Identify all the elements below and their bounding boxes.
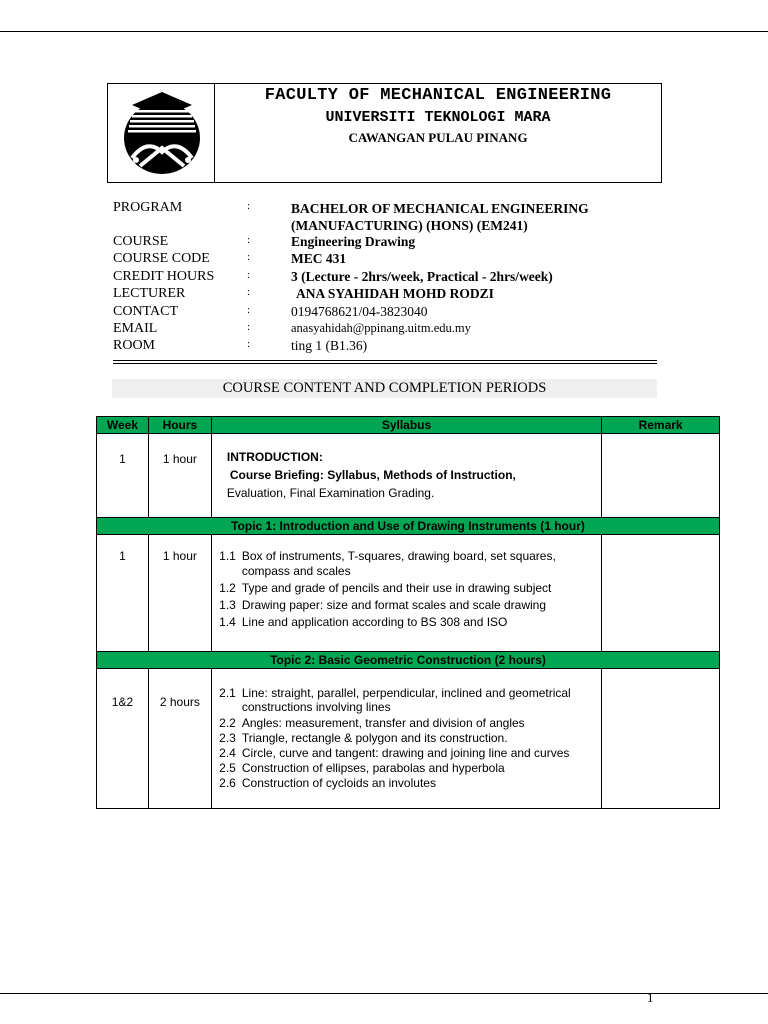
info-label: EMAIL bbox=[113, 320, 158, 336]
info-value: BACHELOR OF MECHANICAL ENGINEERING (MANUFACTURING) (HONS) (EM241) bbox=[291, 201, 589, 233]
column-header: Hours bbox=[148, 417, 211, 434]
intro-text: Evaluation, Final Examination Grading. bbox=[226, 486, 435, 500]
table-header-row bbox=[97, 417, 720, 434]
syllabus-item: 2.5 Construction of ellipses, parabolas and hyperbola bbox=[219, 761, 505, 775]
column-header: Week bbox=[97, 417, 149, 434]
info-colon: : bbox=[247, 234, 251, 246]
info-value: ting 1 (B1.36) bbox=[291, 338, 368, 354]
syllabus-item: 2.4 Circle, curve and tangent: drawing and joining line and curves bbox=[219, 746, 570, 760]
info-value: MEC 431 bbox=[291, 251, 347, 267]
info-row-room bbox=[113, 338, 659, 355]
remark-cell bbox=[602, 434, 720, 518]
topic-row bbox=[97, 652, 720, 669]
syllabus-item: 2.6 Construction of cycloids an involutes bbox=[219, 776, 436, 790]
info-row-course bbox=[113, 234, 659, 251]
info-label: LECTURER bbox=[113, 286, 186, 302]
page-number: 1 bbox=[647, 990, 654, 1005]
info-row-email bbox=[113, 321, 659, 338]
info-label: PROGRAM bbox=[113, 200, 183, 215]
top-rule bbox=[0, 31, 768, 32]
info-colon: : bbox=[247, 251, 251, 264]
table-row bbox=[97, 669, 720, 809]
syllabus-item: 2.1 Line: straight, parallel, perpendicular, inclined and geometrical constructions involving lines bbox=[219, 686, 571, 714]
info-value: ANA SYAHIDAH MOHD RODZI bbox=[296, 286, 494, 302]
syllabus-cell bbox=[211, 669, 601, 809]
topic-title: Topic 1: Introduction and Use of Drawing Instruments (1 hour) bbox=[97, 518, 720, 535]
table-row bbox=[97, 535, 720, 652]
email-value: anasyahidah@ppinang.uitm.edu.my bbox=[291, 320, 471, 335]
info-value: 3 (Lecture - 2hrs/week, Practical - 2hrs/week) bbox=[291, 268, 553, 284]
hours-cell: 2 hours bbox=[159, 695, 200, 709]
info-colon: : bbox=[247, 268, 251, 281]
column-header: Remark bbox=[602, 417, 720, 434]
info-label: CREDIT HOURS bbox=[113, 268, 215, 284]
intro-subheading: Course Briefing: Syllabus, Methods of Instruction, bbox=[229, 468, 516, 482]
info-row-lecturer bbox=[113, 286, 659, 303]
syllabus-item: 2.2 Angles: measurement, transfer and division of angles bbox=[219, 716, 525, 730]
logo-cell bbox=[108, 84, 215, 182]
info-label: COURSE bbox=[113, 234, 169, 249]
info-row-program bbox=[113, 200, 659, 234]
info-row-contact bbox=[113, 304, 659, 321]
course-info bbox=[113, 200, 659, 356]
intro-heading: INTRODUCTION: bbox=[226, 450, 323, 464]
info-label: ROOM bbox=[113, 338, 156, 354]
hours-cell: 1 hour bbox=[162, 549, 197, 563]
syllabus-cell bbox=[211, 434, 601, 518]
section-title: COURSE CONTENT AND COMPLETION PERIODS bbox=[112, 379, 657, 398]
syllabus-item: 1.2 Type and grade of pencils and their use in drawing subject bbox=[219, 581, 552, 595]
info-value: 0194768621/04-3823040 bbox=[291, 303, 428, 319]
info-row-course-code bbox=[113, 251, 659, 268]
info-colon: : bbox=[247, 320, 251, 333]
hours-cell: 1 hour bbox=[162, 452, 197, 466]
info-label: COURSE CODE bbox=[113, 251, 210, 267]
week-cell: 1 bbox=[119, 549, 126, 563]
campus-name: CAWANGAN PULAU PINANG bbox=[348, 130, 528, 145]
topic-title: Topic 2: Basic Geometric Construction (2 hours) bbox=[97, 652, 720, 669]
topic-row bbox=[97, 518, 720, 535]
syllabus-table bbox=[96, 416, 720, 809]
double-rule bbox=[113, 360, 657, 364]
info-colon: : bbox=[247, 303, 251, 316]
info-row-credit-hours bbox=[113, 269, 659, 286]
week-cell: 1 bbox=[119, 452, 126, 466]
remark-cell bbox=[602, 535, 720, 652]
header-box bbox=[107, 83, 662, 183]
info-label: CONTACT bbox=[113, 303, 178, 319]
syllabus-item: 1.3 Drawing paper: size and format scales and scale drawing bbox=[219, 598, 547, 612]
faculty-title: FACULTY OF MECHANICAL ENGINEERING bbox=[264, 86, 612, 105]
info-colon: : bbox=[247, 200, 251, 212]
week-cell: 1&2 bbox=[111, 695, 134, 709]
uitm-logo bbox=[122, 90, 202, 176]
syllabus-item: 1.4 Line and application according to BS 308 and ISO bbox=[219, 615, 508, 629]
syllabus-item: 2.3 Triangle, rectangle & polygon and its construction. bbox=[219, 731, 508, 745]
column-header: Syllabus bbox=[211, 417, 601, 434]
table-row bbox=[97, 434, 720, 518]
info-value: Engineering Drawing bbox=[291, 234, 416, 249]
info-colon: : bbox=[247, 286, 251, 299]
syllabus-cell bbox=[211, 535, 601, 652]
remark-cell bbox=[602, 669, 720, 809]
university-name: UNIVERSITI TEKNOLOGI MARA bbox=[325, 109, 551, 126]
header-text bbox=[215, 84, 661, 146]
syllabus-item: 1.1 Box of instruments, T-squares, drawing board, set squares, compass and scales bbox=[219, 549, 556, 578]
info-colon: : bbox=[247, 338, 251, 351]
